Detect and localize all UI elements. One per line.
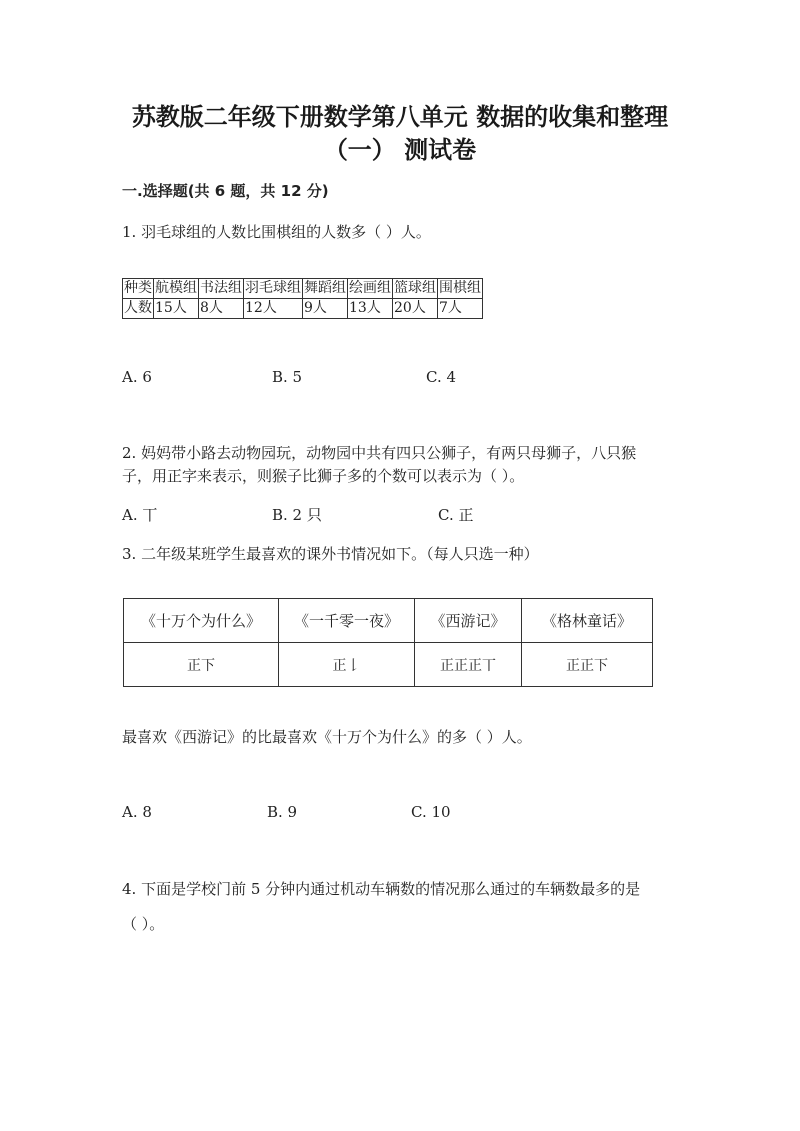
table-cell: 《十万个为什么》 — [124, 599, 279, 643]
tally-cell: 正正下 — [522, 643, 653, 687]
question-2-option-a[interactable]: A. 丅 — [122, 506, 158, 524]
table-cell: 书法组 — [199, 279, 244, 299]
tally-cell: 正𠄌 — [279, 643, 415, 687]
table-cell: 围棋组 — [438, 279, 483, 299]
tally-cell: 正正正丅 — [415, 643, 522, 687]
question-1-option-a[interactable]: A. 6 — [122, 368, 152, 386]
question-3-followup: 最喜欢《西游记》的比最喜欢《十万个为什么》的多（ ）人。 — [122, 728, 532, 746]
table-cell: 13人 — [348, 299, 393, 319]
question-3-option-b[interactable]: B. 9 — [267, 803, 298, 821]
table-cell: 《西游记》 — [415, 599, 522, 643]
tally-cell: 正下 — [124, 643, 279, 687]
section-heading: 一.选择题(共 6 题，共 12 分) — [122, 182, 329, 200]
question-2-option-b[interactable]: B. 2 只 — [272, 506, 322, 524]
question-3-text: 3. 二年级某班学生最喜欢的课外书情况如下。（每人只选一种） — [122, 545, 539, 563]
book-preference-table — [123, 598, 653, 687]
table-row — [123, 279, 483, 299]
question-2-option-c[interactable]: C. 正 — [438, 506, 474, 524]
table-cell: 15人 — [154, 299, 199, 319]
question-2-text-line1: 2. 妈妈带小路去动物园玩，动物园中共有四只公狮子，有两只母狮子，八只猴 — [122, 444, 637, 462]
question-1-option-b[interactable]: B. 5 — [272, 368, 303, 386]
question-4-text-line2: （ ）。 — [122, 915, 165, 933]
table-cell: 7人 — [438, 299, 483, 319]
table-cell: 篮球组 — [393, 279, 438, 299]
table-cell: 舞蹈组 — [303, 279, 348, 299]
table-cell: 羽毛球组 — [244, 279, 303, 299]
group-count-table — [122, 278, 483, 319]
question-1-option-c[interactable]: C. 4 — [426, 368, 457, 386]
table-cell: 9人 — [303, 299, 348, 319]
table-cell: 种类 — [123, 279, 154, 299]
table-row — [124, 599, 653, 643]
table-cell: 《格林童话》 — [522, 599, 653, 643]
table-cell: 人数 — [123, 299, 154, 319]
table-cell: 航模组 — [154, 279, 199, 299]
table-cell: 《一千零一夜》 — [279, 599, 415, 643]
table-cell: 绘画组 — [348, 279, 393, 299]
question-4-text-line1: 4. 下面是学校门前 5 分钟内通过机动车辆数的情况那么通过的车辆数最多的是 — [122, 880, 641, 898]
table-cell: 8人 — [199, 299, 244, 319]
table-cell: 12人 — [244, 299, 303, 319]
question-2-text-line2: 子，用正字来表示，则猴子比狮子多的个数可以表示为（ ）。 — [122, 467, 525, 485]
document-title-line1: 苏教版二年级下册数学第八单元 数据的收集和整理 — [131, 103, 669, 131]
question-3-option-a[interactable]: A. 8 — [122, 803, 152, 821]
table-row — [124, 643, 653, 687]
document-title-line2: （一） 测试卷 — [323, 136, 477, 164]
table-cell: 20人 — [393, 299, 438, 319]
question-3-option-c[interactable]: C. 10 — [411, 803, 451, 821]
question-1-text: 1. 羽毛球组的人数比围棋组的人数多（ ）人。 — [122, 223, 431, 241]
table-row — [123, 299, 483, 319]
